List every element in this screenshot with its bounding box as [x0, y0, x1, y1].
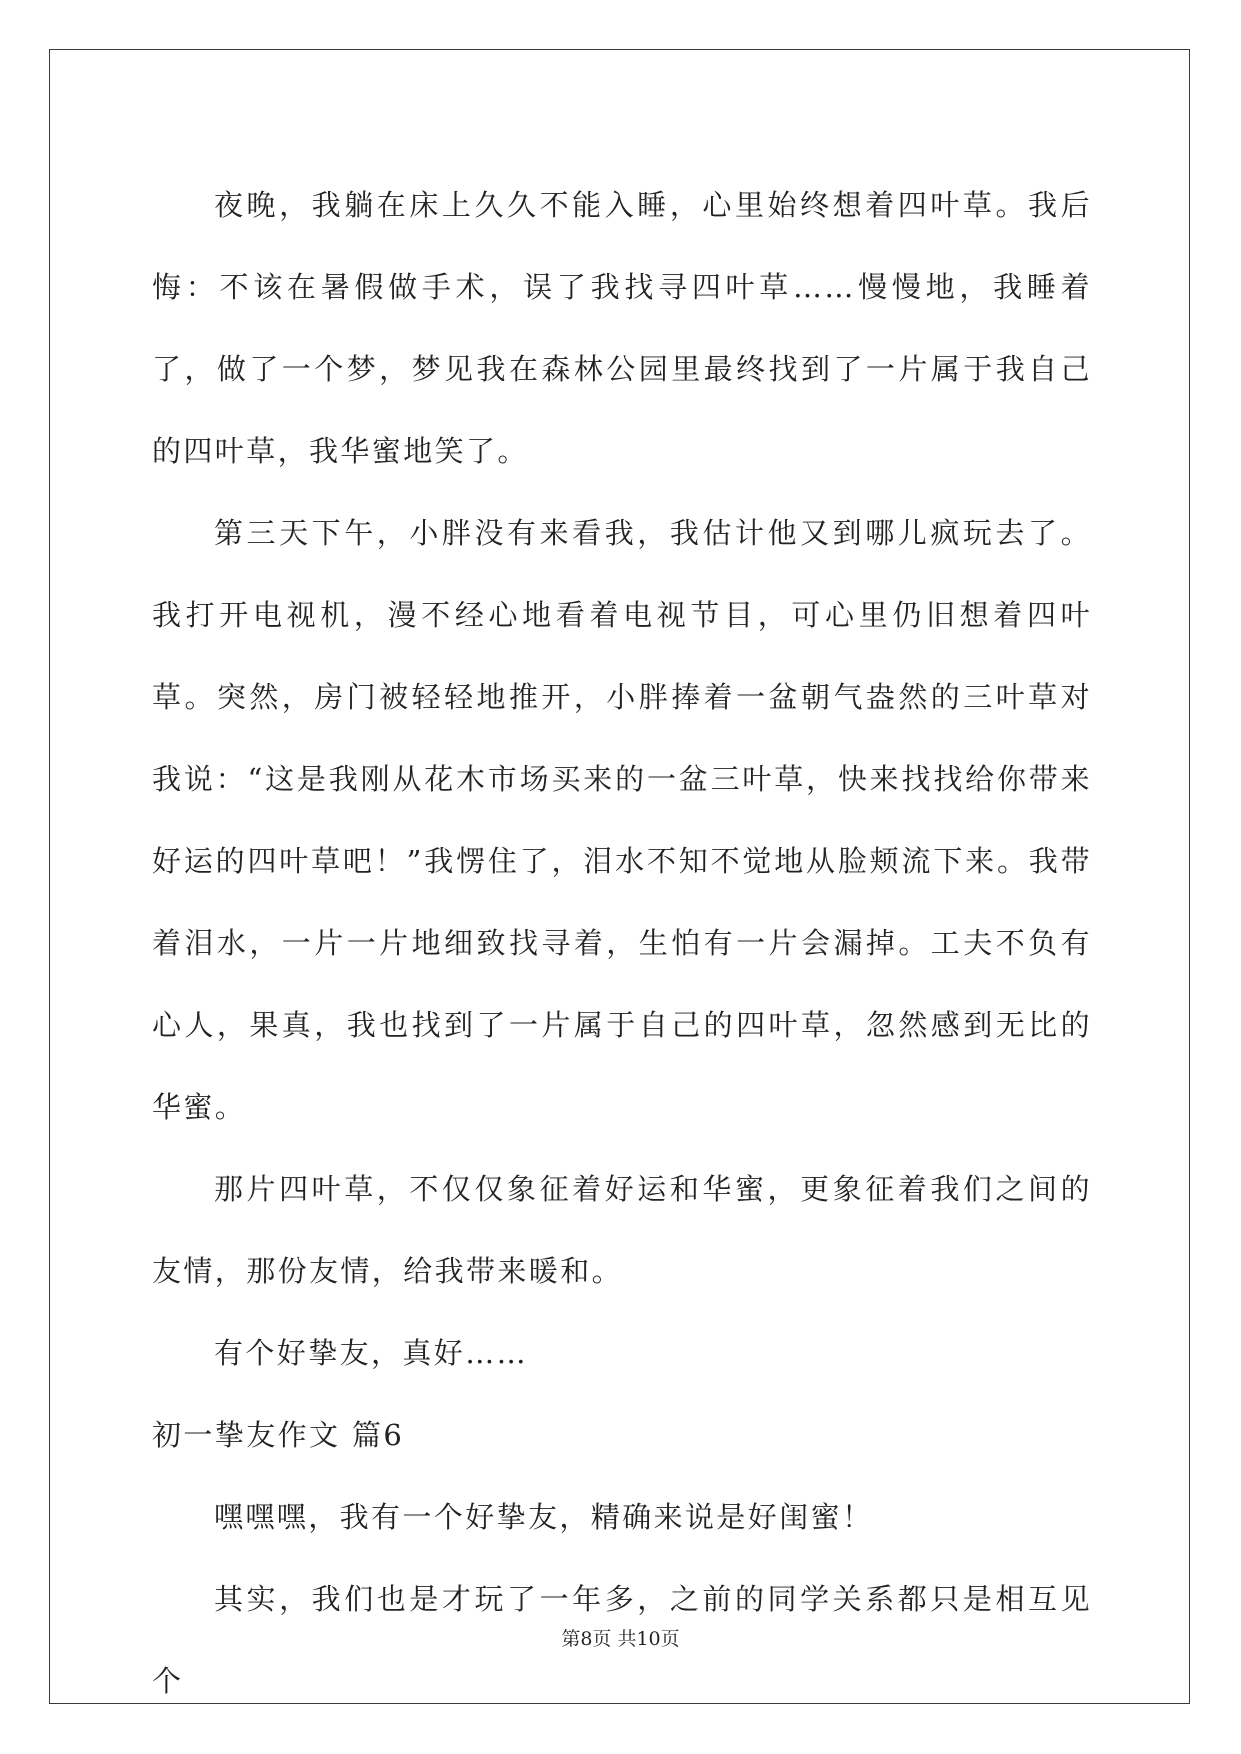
- paragraph-third-day: 第三天下午，小胖没有来看我，我估计他又到哪儿疯玩去了。我打开电视机，漫不经心地看着电视节目，可心里仍旧想着四叶草。突然，房门被轻轻地推开，小胖捧着一盆朝气盎然的三叶草对我说：“这是我刚从花木市场买来的一盆三叶草，快来找找给你带来好运的四叶草吧！”我愣住了，泪水不知不觉地从脸颊流下来。我带着泪水，一片一片地细致找寻着，生怕有一片会漏掉。工夫不负有心人，果真，我也找到了一片属于自己的四叶草，忽然感到无比的华蜜。: [152, 516, 1092, 1124]
- document-body: [152, 164, 1092, 1722]
- paragraph-actually: 其实，我们也是才玩了一年多，之前的同学关系都只是相互见个: [152, 1582, 1092, 1698]
- paragraph-good-friend: 有个好挚友，真好……: [214, 1336, 529, 1370]
- paragraph-night-dream: 夜晚，我躺在床上久久不能入睡，心里始终想着四叶草。我后悔：不该在暑假做手术，误了我找寻四叶草……慢慢地，我睡着了，做了一个梦，梦见我在森林公园里最终找到了一片属于我自己的四叶草，我华蜜地笑了。: [152, 188, 1092, 468]
- paragraph-best-friend: 嘿嘿嘿，我有一个好挚友，精确来说是好闺蜜！: [214, 1500, 874, 1534]
- paragraph-friendship-symbol: 那片四叶草，不仅仅象征着好运和华蜜，更象征着我们之间的友情，那份友情，给我带来暖和。: [152, 1172, 1092, 1288]
- section-heading: 初一挚友作文 篇6: [152, 1418, 405, 1452]
- page-number: 第8页 共10页: [561, 1628, 680, 1650]
